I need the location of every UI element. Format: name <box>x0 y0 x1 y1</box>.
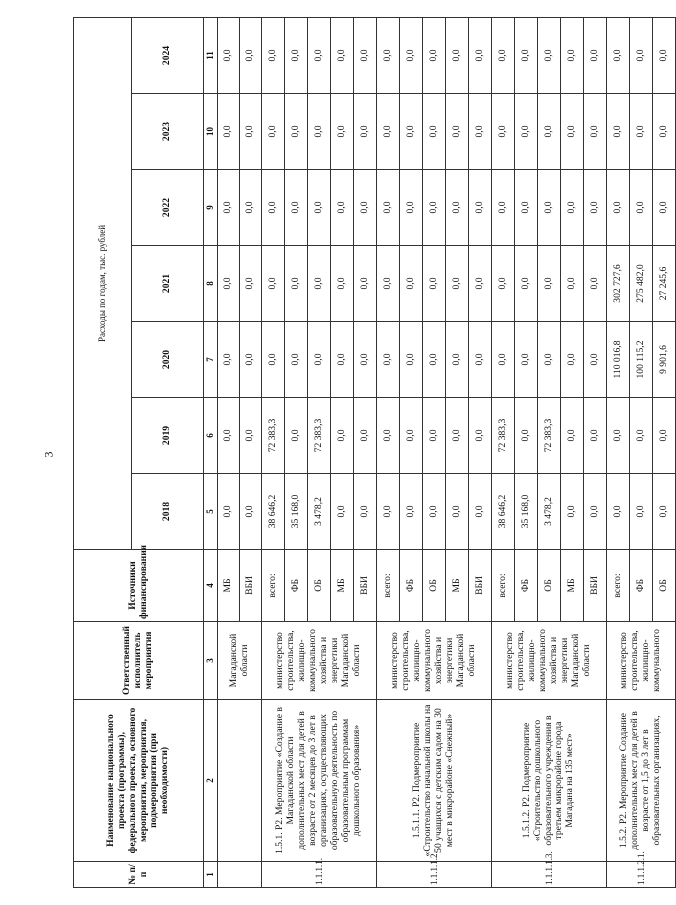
expense-value: 0,0 <box>377 94 400 170</box>
expense-value: 0,0 <box>492 322 515 398</box>
expense-value: 3 478,2 <box>538 474 561 550</box>
expense-value: 0,0 <box>469 322 492 398</box>
funding-source: всего: <box>607 550 630 622</box>
expense-value: 0,0 <box>331 322 354 398</box>
expense-value: 9 901,6 <box>653 322 676 398</box>
year-header: 2022 <box>132 170 204 246</box>
year-header: 2018 <box>132 474 204 550</box>
expense-value: 0,0 <box>218 17 240 93</box>
expense-value: 0,0 <box>653 474 676 550</box>
expense-value: 0,0 <box>584 474 607 550</box>
expense-value: 0,0 <box>469 474 492 550</box>
expense-value: 0,0 <box>469 17 492 93</box>
expense-value: 0,0 <box>515 94 538 170</box>
expense-value: 0,0 <box>331 246 354 322</box>
row-number <box>218 862 262 888</box>
expense-value: 0,0 <box>285 246 308 322</box>
expense-value: 0,0 <box>240 322 262 398</box>
year-header: 2019 <box>132 398 204 474</box>
funding-source: МБ <box>218 550 240 622</box>
expense-value: 0,0 <box>653 170 676 246</box>
expense-value: 0,0 <box>218 322 240 398</box>
expense-value: 0,0 <box>218 246 240 322</box>
expense-value: 0,0 <box>515 398 538 474</box>
responsible-executor: Магаданской области <box>218 622 262 700</box>
expense-value: 110 016,8 <box>607 322 630 398</box>
expense-value: 0,0 <box>400 94 423 170</box>
expense-value: 0,0 <box>240 474 262 550</box>
expense-value: 0,0 <box>308 17 331 93</box>
expense-value: 0,0 <box>262 246 285 322</box>
expense-value: 0,0 <box>653 17 676 93</box>
expense-value: 0,0 <box>354 322 377 398</box>
year-header: 2021 <box>132 246 204 322</box>
expense-value: 0,0 <box>423 474 446 550</box>
expense-value: 0,0 <box>630 17 653 93</box>
expense-value: 0,0 <box>354 17 377 93</box>
expense-value: 0,0 <box>561 170 584 246</box>
expense-value: 0,0 <box>308 246 331 322</box>
expense-value: 0,0 <box>331 17 354 93</box>
expense-value: 0,0 <box>446 170 469 246</box>
funding-source: ВБИ <box>354 550 377 622</box>
column-number: 6 <box>204 398 218 474</box>
expense-value: 0,0 <box>446 398 469 474</box>
expense-value: 0,0 <box>354 398 377 474</box>
table-row <box>377 17 400 887</box>
expense-value: 72 383,3 <box>308 398 331 474</box>
expense-value: 0,0 <box>400 398 423 474</box>
header-responsible: Ответственный исполнитель мероприятия <box>74 622 204 700</box>
expense-value: 0,0 <box>538 94 561 170</box>
expense-value: 3 478,2 <box>308 474 331 550</box>
activity-name: 1.5.1.2. Р2. Подмероприятие «Строительство дошкольного образовательного учреждения в третьем микрорайоне города Магадана на 135 мест» <box>492 700 607 862</box>
expense-value: 72 383,3 <box>262 398 285 474</box>
header-expenses: Расходы по годам, тыс. рублей <box>74 17 132 549</box>
expense-value: 0,0 <box>218 170 240 246</box>
expense-value: 0,0 <box>331 170 354 246</box>
expense-value: 0,0 <box>630 398 653 474</box>
expense-value: 0,0 <box>331 398 354 474</box>
expense-value: 0,0 <box>469 94 492 170</box>
table-row <box>218 17 240 887</box>
expense-value: 0,0 <box>607 398 630 474</box>
expense-value: 0,0 <box>469 398 492 474</box>
expense-value: 0,0 <box>607 170 630 246</box>
expense-value: 0,0 <box>262 94 285 170</box>
expense-value: 0,0 <box>423 17 446 93</box>
expense-value: 27 245,6 <box>653 246 676 322</box>
expense-value: 0,0 <box>354 246 377 322</box>
column-number: 3 <box>204 622 218 700</box>
expense-value: 0,0 <box>377 170 400 246</box>
expense-value: 0,0 <box>354 94 377 170</box>
activity-name <box>218 700 262 862</box>
expense-value: 0,0 <box>354 474 377 550</box>
funding-source: МБ <box>561 550 584 622</box>
header-source: Источники финансирования <box>74 550 204 622</box>
funding-source: ФБ <box>285 550 308 622</box>
expense-value: 0,0 <box>561 17 584 93</box>
expense-value: 0,0 <box>492 246 515 322</box>
column-number: 4 <box>204 550 218 622</box>
expense-value: 0,0 <box>285 398 308 474</box>
expense-value: 0,0 <box>607 94 630 170</box>
expense-value: 0,0 <box>446 322 469 398</box>
expense-value: 0,0 <box>377 17 400 93</box>
activity-name: 1.5.1. Р2. Мероприятие «Создание в Магаданской области дополнительных мест для детей в возрасте от 2 месяцев до 3 лет в организациях, осуществляющих образовательную деятельность по образовательным программам дошкольного образования» <box>262 700 377 862</box>
expense-value: 0,0 <box>377 398 400 474</box>
activity-name: 1.5.1.1. Р2. Подмероприятие «Строительство начальной школы на 50 учащихся с детским садом на 30 мест в микрорайоне «Снежный» <box>377 700 492 862</box>
expense-value: 0,0 <box>400 246 423 322</box>
page-number: 3 <box>41 451 56 458</box>
expense-value: 0,0 <box>469 246 492 322</box>
expense-value: 72 383,3 <box>492 398 515 474</box>
expense-value: 0,0 <box>285 17 308 93</box>
expense-value: 0,0 <box>423 94 446 170</box>
expense-value: 0,0 <box>538 17 561 93</box>
header-num: № п/п <box>74 862 204 888</box>
funding-source: всего: <box>492 550 515 622</box>
expense-value: 0,0 <box>561 246 584 322</box>
expense-value: 0,0 <box>515 17 538 93</box>
expense-value: 0,0 <box>377 474 400 550</box>
expense-value: 0,0 <box>584 398 607 474</box>
year-header: 2024 <box>132 17 204 93</box>
expense-value: 0,0 <box>262 170 285 246</box>
row-number: 1.1.1.1.3. <box>492 862 607 888</box>
expense-value: 38 646,2 <box>262 474 285 550</box>
expense-value: 0,0 <box>446 474 469 550</box>
expense-value: 100 115,2 <box>630 322 653 398</box>
expense-value: 0,0 <box>653 94 676 170</box>
expense-value: 0,0 <box>607 17 630 93</box>
funding-source: МБ <box>446 550 469 622</box>
expense-value: 35 168,0 <box>515 474 538 550</box>
expense-value: 0,0 <box>400 17 423 93</box>
expense-value: 0,0 <box>262 17 285 93</box>
expense-value: 0,0 <box>218 94 240 170</box>
row-number: 1.1.1.1.2. <box>377 862 492 888</box>
expense-value: 302 727,6 <box>607 246 630 322</box>
column-number: 1 <box>204 862 218 888</box>
expense-value: 0,0 <box>515 170 538 246</box>
expense-value: 0,0 <box>240 398 262 474</box>
column-number: 2 <box>204 700 218 862</box>
expense-value: 0,0 <box>354 170 377 246</box>
column-number: 9 <box>204 170 218 246</box>
expense-value: 0,0 <box>584 170 607 246</box>
table-row <box>607 17 630 887</box>
expense-value: 0,0 <box>240 246 262 322</box>
expense-value: 0,0 <box>240 170 262 246</box>
expense-value: 0,0 <box>262 322 285 398</box>
expense-value: 0,0 <box>423 170 446 246</box>
responsible-executor: министерство строительства, жилищно-коммунального хозяйства и энергетики Магаданской области <box>377 622 492 700</box>
expense-value: 0,0 <box>308 94 331 170</box>
expense-value: 0,0 <box>584 17 607 93</box>
expense-value: 0,0 <box>218 474 240 550</box>
funding-source: всего: <box>262 550 285 622</box>
funding-source: ФБ <box>515 550 538 622</box>
expense-value: 0,0 <box>492 170 515 246</box>
funding-source: ОБ <box>653 550 676 622</box>
expense-value: 0,0 <box>240 17 262 93</box>
expense-value: 0,0 <box>377 322 400 398</box>
expense-value: 0,0 <box>561 398 584 474</box>
row-number: 1.1.1.1. <box>262 862 377 888</box>
expense-value: 0,0 <box>515 322 538 398</box>
expense-value: 0,0 <box>561 94 584 170</box>
funding-source: ВБИ <box>584 550 607 622</box>
expense-value: 0,0 <box>607 474 630 550</box>
table-row <box>492 17 515 887</box>
expense-value: 0,0 <box>561 322 584 398</box>
expense-value: 0,0 <box>630 474 653 550</box>
expense-value: 0,0 <box>400 322 423 398</box>
responsible-executor: министерство строительства, жилищно-коммунального хозяйства и энергетики Магаданской области <box>492 622 607 700</box>
header-name: Наименование национального проекта (программы), федерального проекта, основного мероприятия, мероприятия, подмероприятия (при необходимости) <box>74 700 204 862</box>
funding-source: ОБ <box>423 550 446 622</box>
expense-value: 0,0 <box>285 94 308 170</box>
expense-value: 0,0 <box>515 246 538 322</box>
year-header: 2023 <box>132 94 204 170</box>
expense-value: 0,0 <box>331 474 354 550</box>
funding-source: ВБИ <box>469 550 492 622</box>
funding-source: ОБ <box>308 550 331 622</box>
expense-value: 0,0 <box>469 170 492 246</box>
expense-value: 0,0 <box>285 322 308 398</box>
year-header: 2020 <box>132 322 204 398</box>
expense-value: 0,0 <box>653 398 676 474</box>
funding-source: ФБ <box>630 550 653 622</box>
expense-value: 0,0 <box>400 474 423 550</box>
rotated-table-area <box>73 18 669 888</box>
expense-value: 0,0 <box>630 94 653 170</box>
expense-value: 0,0 <box>538 246 561 322</box>
expense-value: 0,0 <box>561 474 584 550</box>
expense-value: 0,0 <box>423 322 446 398</box>
expense-value: 0,0 <box>446 17 469 93</box>
column-number: 7 <box>204 322 218 398</box>
expense-value: 0,0 <box>538 170 561 246</box>
funding-source: всего: <box>377 550 400 622</box>
row-number: 1.1.1.2.1. <box>607 862 676 888</box>
funding-source: ОБ <box>538 550 561 622</box>
expense-value: 0,0 <box>446 94 469 170</box>
activity-name: 1.5.2. Р2. Мероприятие Создание дополнительных мест для детей в возрасте от 1,5 до 3 лет в образовательных организациях, <box>607 700 676 862</box>
column-number: 5 <box>204 474 218 550</box>
expense-value: 0,0 <box>584 322 607 398</box>
column-number: 11 <box>204 17 218 93</box>
responsible-executor: министерство строительства, жилищно-коммунального хозяйства и энергетики Магаданской области <box>262 622 377 700</box>
expense-value: 275 482,0 <box>630 246 653 322</box>
column-number: 10 <box>204 94 218 170</box>
expense-value: 0,0 <box>492 94 515 170</box>
expense-value: 35 168,0 <box>285 474 308 550</box>
expense-value: 0,0 <box>308 322 331 398</box>
funding-source: ФБ <box>400 550 423 622</box>
expense-value: 0,0 <box>538 322 561 398</box>
expense-value: 0,0 <box>285 170 308 246</box>
funding-source: МБ <box>331 550 354 622</box>
responsible-executor: министерство строительства, жилищно-коммунального <box>607 622 676 700</box>
expense-value: 0,0 <box>584 246 607 322</box>
table-row <box>262 17 285 887</box>
expense-value: 0,0 <box>423 398 446 474</box>
funding-source: ВБИ <box>240 550 262 622</box>
expense-value: 0,0 <box>584 94 607 170</box>
expense-value: 0,0 <box>331 94 354 170</box>
expense-value: 0,0 <box>423 246 446 322</box>
expense-value: 0,0 <box>218 398 240 474</box>
column-number: 8 <box>204 246 218 322</box>
expense-value: 0,0 <box>446 246 469 322</box>
expense-value: 72 383,3 <box>538 398 561 474</box>
expense-value: 0,0 <box>377 246 400 322</box>
expense-value: 38 646,2 <box>492 474 515 550</box>
expense-value: 0,0 <box>240 94 262 170</box>
expense-value: 0,0 <box>630 170 653 246</box>
expense-value: 0,0 <box>400 170 423 246</box>
expense-value: 0,0 <box>492 17 515 93</box>
expense-value: 0,0 <box>308 170 331 246</box>
financing-table <box>73 17 676 888</box>
